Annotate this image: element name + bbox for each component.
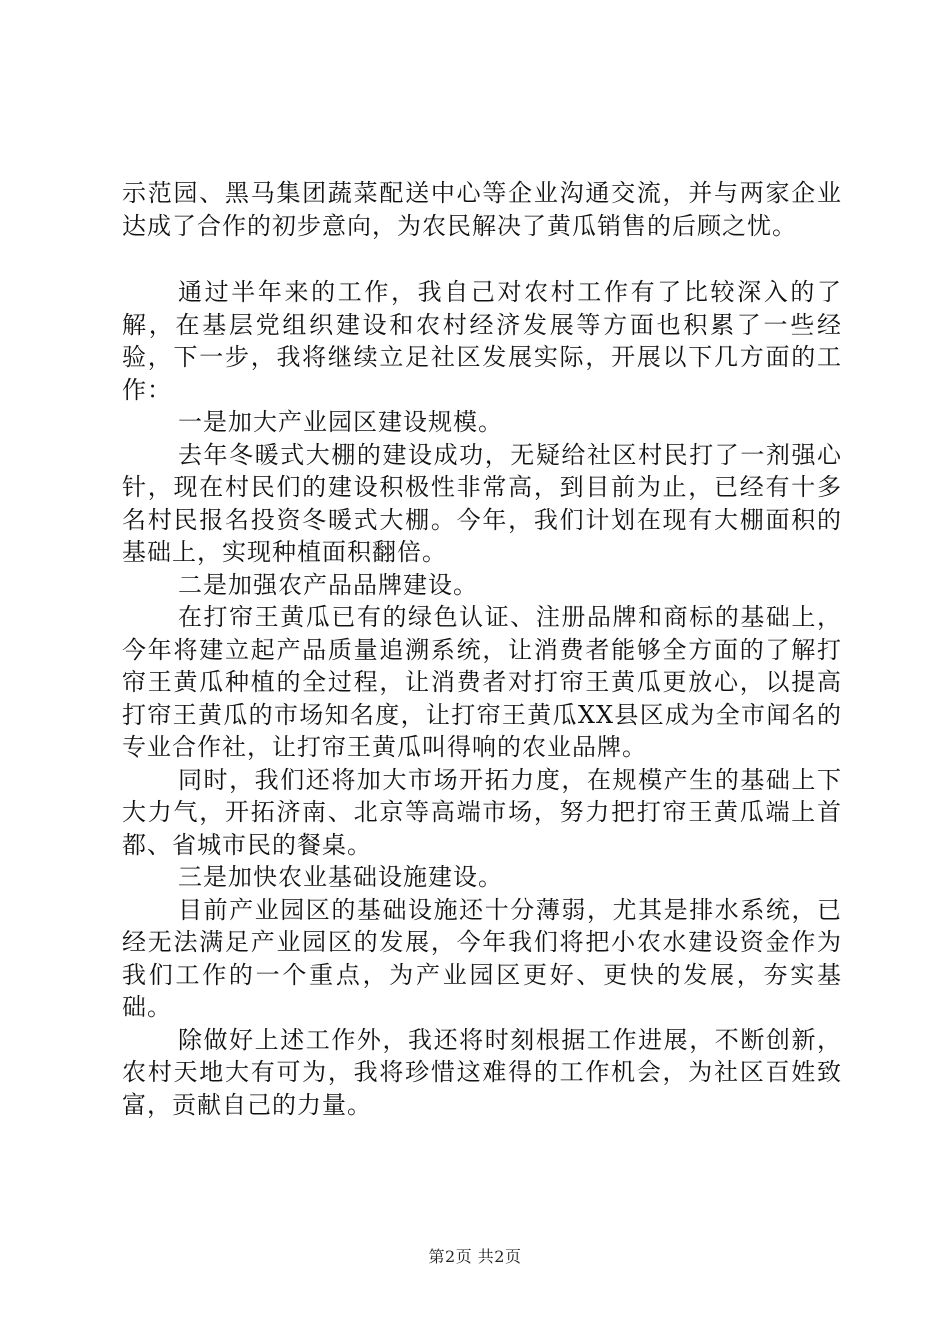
paragraph-item-two-market: 同时，我们还将加大市场开拓力度，在规模产生的基础上下大力气，开拓济南、北京等高端市场，努力把打帘王黄瓜端上首都、省城市民的餐桌。: [122, 765, 842, 859]
page-number-label: 第2页 共2页: [428, 1247, 522, 1266]
page-footer: [0, 1244, 950, 1267]
document-body: [122, 177, 842, 1121]
paragraph-intro-next-steps: 通过半年来的工作，我自己对农村工作有了比较深入的了解，在基层党组织建设和农村经济发展等方面也积累了一些经验，下一步，我将继续立足社区发展实际，开展以下几方面的工作：: [122, 278, 842, 404]
heading-item-one: 一是加大产业园区建设规模。: [178, 408, 503, 436]
paragraph-item-three: 目前产业园区的基础设施还十分薄弱，尤其是排水系统，已经无法满足产业园区的发展，今年我们将把小农水建设资金作为我们工作的一个重点，为产业园区更好、更快的发展，夯实基础。: [122, 895, 842, 1021]
heading-item-two: 二是加强农产品品牌建设。: [178, 570, 478, 599]
heading-item-three: 三是加快农业基础设施建设。: [178, 863, 503, 891]
paragraph-closing: 除做好上述工作外，我还将时刻根据工作进展，不断创新，农村天地大有可为，我将珍惜这难得的工作机会，为社区百姓致富，贡献自己的力量。: [122, 1025, 842, 1119]
paragraph-item-one: 去年冬暖式大棚的建设成功，无疑给社区村民打了一剂强心针，现在村民们的建设积极性非常高，到目前为止，已经有十多名村民报名投资冬暖式大棚。今年，我们计划在现有大棚面积的基础上，实现种植面积翻倍。: [122, 440, 842, 566]
paragraph-item-two: 在打帘王黄瓜已有的绿色认证、注册品牌和商标的基础上，今年将建立起产品质量追溯系统，让消费者能够全方面的了解打帘王黄瓜种植的全过程，让消费者对打帘王黄瓜更放心，以提高打帘王黄瓜的市场知名度，让打帘王黄瓜XX县区成为全市闻名的专业合作社，让打帘王黄瓜叫得响的农业品牌。: [122, 603, 842, 761]
paragraph-continuation: 示范园、黑马集团蔬菜配送中心等企业沟通交流，并与两家企业达成了合作的初步意向，为农民解决了黄瓜销售的后顾之忧。: [122, 179, 842, 240]
